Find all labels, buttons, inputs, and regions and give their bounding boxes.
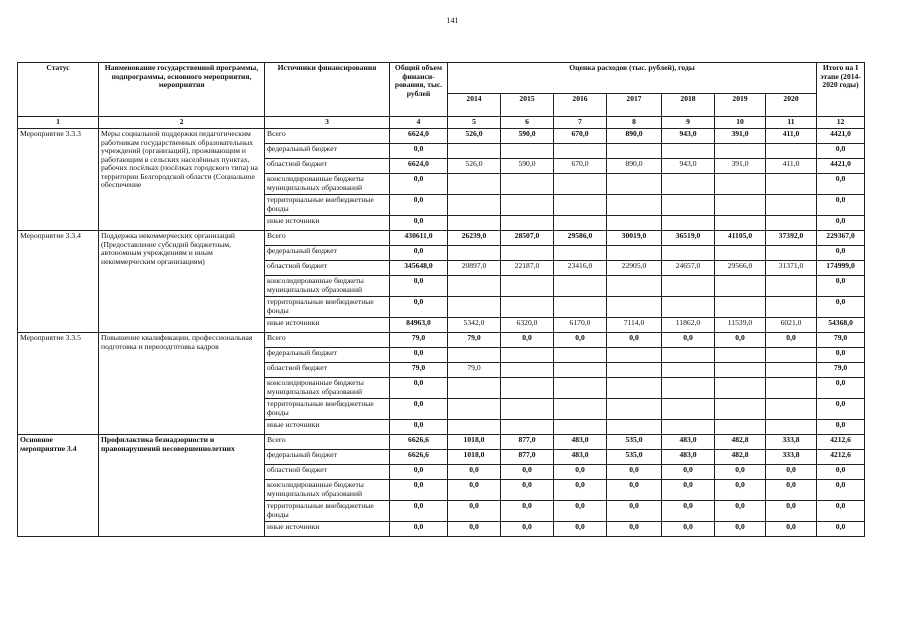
column-number: 5 (448, 117, 501, 129)
year-amount-cell: 6021,0 (766, 318, 817, 333)
year-amount-cell: 0,0 (448, 480, 501, 501)
year-amount-cell (607, 174, 662, 195)
header-year: 2016 (554, 94, 607, 117)
total-amount-cell: 0,0 (390, 174, 448, 195)
year-amount-cell (554, 363, 607, 378)
year-amount-cell: 535,0 (607, 435, 662, 450)
program-name-cell: Меры социальной поддержки педагогическим работникам государственных образовательных учреждений (организаций), проживающим и работающим в сельских населённых пунктах, рабочих посёлках (посёлках городского типа) на территории Белгородской области (Социальное обеспечение (99, 129, 265, 231)
total-amount-cell: 0,0 (390, 522, 448, 537)
year-amount-cell: 37392,0 (766, 231, 817, 246)
year-amount-cell: 20897,0 (448, 261, 501, 276)
year-amount-cell (715, 348, 766, 363)
header-year: 2019 (715, 94, 766, 117)
funding-source-cell: федеральный бюджет (265, 348, 390, 363)
year-amount-cell (662, 297, 715, 318)
total-amount-cell: 0,0 (390, 276, 448, 297)
status-cell: Мероприятие 3.3.5 (18, 333, 99, 435)
year-amount-cell (766, 363, 817, 378)
year-amount-cell (715, 174, 766, 195)
total-amount-cell: 0,0 (390, 465, 448, 480)
year-amount-cell (448, 378, 501, 399)
year-amount-cell: 29566,0 (715, 261, 766, 276)
year-amount-cell: 0,0 (662, 480, 715, 501)
year-amount-cell (501, 378, 554, 399)
year-amount-cell: 0,0 (715, 522, 766, 537)
year-amount-cell: 22905,0 (607, 261, 662, 276)
year-amount-cell (766, 399, 817, 420)
total-amount-cell: 6626,6 (390, 450, 448, 465)
status-cell: Основное мероприятие 3.4 (18, 435, 99, 537)
year-amount-cell: 1018,0 (448, 435, 501, 450)
year-amount-cell: 482,8 (715, 450, 766, 465)
total-amount-cell: 345648,0 (390, 261, 448, 276)
year-amount-cell: 877,0 (501, 435, 554, 450)
year-amount-cell (766, 348, 817, 363)
year-amount-cell (662, 399, 715, 420)
year-amount-cell (662, 195, 715, 216)
stage-total-cell: 0,0 (817, 348, 865, 363)
year-amount-cell (554, 174, 607, 195)
year-amount-cell (662, 363, 715, 378)
column-number: 4 (390, 117, 448, 129)
stage-total-cell: 0,0 (817, 195, 865, 216)
funding-source-cell: областной бюджет (265, 363, 390, 378)
year-amount-cell (607, 348, 662, 363)
total-amount-cell: 0,0 (390, 246, 448, 261)
year-amount-cell (766, 144, 817, 159)
year-amount-cell: 0,0 (766, 465, 817, 480)
year-amount-cell (607, 399, 662, 420)
column-number: 8 (607, 117, 662, 129)
stage-total-cell: 174999,0 (817, 261, 865, 276)
header-year: 2018 (662, 94, 715, 117)
stage-total-cell: 0,0 (817, 420, 865, 435)
year-amount-cell: 483,0 (662, 435, 715, 450)
year-amount-cell: 483,0 (662, 450, 715, 465)
stage-total-cell: 4212,6 (817, 435, 865, 450)
funding-source-cell: консолидированные бюджеты муниципальных образований (265, 276, 390, 297)
year-amount-cell: 28507,0 (501, 231, 554, 246)
year-amount-cell: 0,0 (554, 480, 607, 501)
funding-source-cell: областной бюджет (265, 261, 390, 276)
total-amount-cell: 0,0 (390, 297, 448, 318)
table-row (18, 231, 865, 246)
funding-source-cell: Всего (265, 435, 390, 450)
year-amount-cell: 483,0 (554, 435, 607, 450)
stage-total-cell: 229367,0 (817, 231, 865, 246)
year-amount-cell: 0,0 (715, 480, 766, 501)
year-amount-cell: 943,0 (662, 129, 715, 144)
year-amount-cell: 0,0 (607, 465, 662, 480)
year-amount-cell: 0,0 (448, 501, 501, 522)
year-amount-cell: 0,0 (766, 480, 817, 501)
funding-source-cell: территориальные внебюджетные фонды (265, 195, 390, 216)
year-amount-cell (554, 276, 607, 297)
total-amount-cell: 0,0 (390, 420, 448, 435)
year-amount-cell: 590,0 (501, 129, 554, 144)
year-amount-cell (662, 348, 715, 363)
year-amount-cell: 0,0 (662, 501, 715, 522)
stage-total-cell: 79,0 (817, 333, 865, 348)
year-amount-cell: 670,0 (554, 129, 607, 144)
year-amount-cell (766, 276, 817, 297)
year-amount-cell (501, 363, 554, 378)
financing-table (17, 62, 865, 537)
year-amount-cell (554, 378, 607, 399)
year-amount-cell (448, 399, 501, 420)
year-amount-cell (554, 420, 607, 435)
column-number: 10 (715, 117, 766, 129)
total-amount-cell: 6624,0 (390, 129, 448, 144)
year-amount-cell: 0,0 (766, 333, 817, 348)
year-amount-cell: 6170,0 (554, 318, 607, 333)
year-amount-cell: 526,0 (448, 159, 501, 174)
year-amount-cell: 11539,0 (715, 318, 766, 333)
header-name: Наименование государственной программы, подпрограммы, основного мероприятия, мероприятия (99, 63, 265, 117)
funding-source-cell: иные источники (265, 318, 390, 333)
year-amount-cell: 535,0 (607, 450, 662, 465)
column-number: 7 (554, 117, 607, 129)
funding-source-cell: федеральный бюджет (265, 144, 390, 159)
year-amount-cell (607, 297, 662, 318)
year-amount-cell: 391,0 (715, 159, 766, 174)
year-amount-cell (607, 378, 662, 399)
year-amount-cell (766, 216, 817, 231)
year-amount-cell (554, 297, 607, 318)
year-amount-cell (662, 276, 715, 297)
stage-total-cell: 0,0 (817, 501, 865, 522)
total-amount-cell: 6626,6 (390, 435, 448, 450)
year-amount-cell: 26239,0 (448, 231, 501, 246)
funding-source-cell: территориальные внебюджетные фонды (265, 501, 390, 522)
year-amount-cell: 24657,0 (662, 261, 715, 276)
funding-source-cell: консолидированные бюджеты муниципальных образований (265, 480, 390, 501)
year-amount-cell: 333,8 (766, 450, 817, 465)
header-estimate: Оценка расходов (тыс. рублей), годы (448, 63, 817, 94)
funding-source-cell: иные источники (265, 216, 390, 231)
year-amount-cell (448, 420, 501, 435)
year-amount-cell: 0,0 (501, 465, 554, 480)
year-amount-cell: 31371,0 (766, 261, 817, 276)
year-amount-cell (715, 399, 766, 420)
year-amount-cell: 0,0 (501, 333, 554, 348)
year-amount-cell (501, 174, 554, 195)
total-amount-cell: 6624,0 (390, 159, 448, 174)
year-amount-cell: 890,0 (607, 129, 662, 144)
table-row (18, 435, 865, 450)
stage-total-cell: 0,0 (817, 144, 865, 159)
total-amount-cell: 0,0 (390, 144, 448, 159)
year-amount-cell (662, 144, 715, 159)
year-amount-cell (501, 195, 554, 216)
funding-source-cell: областной бюджет (265, 159, 390, 174)
year-amount-cell: 333,8 (766, 435, 817, 450)
year-amount-cell: 6320,0 (501, 318, 554, 333)
funding-source-cell: территориальные внебюджетные фонды (265, 297, 390, 318)
year-amount-cell: 411,0 (766, 159, 817, 174)
year-amount-cell: 0,0 (766, 522, 817, 537)
year-amount-cell: 0,0 (715, 465, 766, 480)
year-amount-cell (501, 420, 554, 435)
year-amount-cell: 411,0 (766, 129, 817, 144)
total-amount-cell: 430611,0 (390, 231, 448, 246)
stage-total-cell: 0,0 (817, 246, 865, 261)
year-amount-cell (662, 216, 715, 231)
year-amount-cell: 0,0 (448, 465, 501, 480)
year-amount-cell (448, 276, 501, 297)
total-amount-cell: 0,0 (390, 399, 448, 420)
year-amount-cell: 7114,0 (607, 318, 662, 333)
program-name-cell: Поддержка некоммерческих организаций (Предоставление субсидий бюджетным, автономным учреждениям и иным некоммерческим организациям) (99, 231, 265, 333)
year-amount-cell (607, 144, 662, 159)
year-amount-cell (501, 246, 554, 261)
year-amount-cell (448, 144, 501, 159)
year-amount-cell: 0,0 (501, 522, 554, 537)
year-amount-cell (448, 246, 501, 261)
year-amount-cell (501, 144, 554, 159)
year-amount-cell: 943,0 (662, 159, 715, 174)
funding-source-cell: Всего (265, 129, 390, 144)
header-year: 2015 (501, 94, 554, 117)
funding-source-cell: консолидированные бюджеты муниципальных образований (265, 378, 390, 399)
funding-source-cell: федеральный бюджет (265, 246, 390, 261)
year-amount-cell (501, 216, 554, 231)
program-name-cell: Профилактика безнадзорности и правонарушений несовершеннолетних (99, 435, 265, 537)
table-row (18, 129, 865, 144)
year-amount-cell: 30019,0 (607, 231, 662, 246)
year-amount-cell: 0,0 (448, 522, 501, 537)
status-cell: Мероприятие 3.3.3 (18, 129, 99, 231)
status-cell: Мероприятие 3.3.4 (18, 231, 99, 333)
year-amount-cell: 890,0 (607, 159, 662, 174)
year-amount-cell: 0,0 (607, 501, 662, 522)
year-amount-cell (715, 420, 766, 435)
year-amount-cell: 0,0 (554, 522, 607, 537)
year-amount-cell: 670,0 (554, 159, 607, 174)
column-number: 6 (501, 117, 554, 129)
year-amount-cell (607, 276, 662, 297)
total-amount-cell: 0,0 (390, 501, 448, 522)
year-amount-cell (448, 348, 501, 363)
year-amount-cell (501, 399, 554, 420)
year-amount-cell (715, 297, 766, 318)
year-amount-cell (554, 246, 607, 261)
year-amount-cell: 79,0 (448, 333, 501, 348)
year-amount-cell: 526,0 (448, 129, 501, 144)
year-amount-cell (448, 174, 501, 195)
year-amount-cell: 0,0 (662, 333, 715, 348)
year-amount-cell: 36519,0 (662, 231, 715, 246)
year-amount-cell: 0,0 (607, 333, 662, 348)
header-year: 2020 (766, 94, 817, 117)
year-amount-cell: 0,0 (501, 501, 554, 522)
header-year: 2014 (448, 94, 501, 117)
stage-total-cell: 4212,6 (817, 450, 865, 465)
column-number: 11 (766, 117, 817, 129)
year-amount-cell: 0,0 (715, 333, 766, 348)
year-amount-cell (607, 246, 662, 261)
year-amount-cell (662, 246, 715, 261)
stage-total-cell: 0,0 (817, 480, 865, 501)
year-amount-cell (554, 348, 607, 363)
stage-total-cell: 79,0 (817, 363, 865, 378)
year-amount-cell (501, 276, 554, 297)
year-amount-cell (766, 420, 817, 435)
year-amount-cell: 0,0 (662, 465, 715, 480)
year-amount-cell (715, 216, 766, 231)
year-amount-cell (501, 297, 554, 318)
funding-source-cell: территориальные внебюджетные фонды (265, 399, 390, 420)
year-amount-cell: 5342,0 (448, 318, 501, 333)
year-amount-cell (607, 195, 662, 216)
year-amount-cell (662, 174, 715, 195)
funding-source-cell: консолидированные бюджеты муниципальных образований (265, 174, 390, 195)
program-name-cell: Повышение квалификации, профессиональная подготовка и переподготовка кадров (99, 333, 265, 435)
year-amount-cell: 0,0 (501, 480, 554, 501)
year-amount-cell (766, 195, 817, 216)
stage-total-cell: 0,0 (817, 465, 865, 480)
year-amount-cell (554, 195, 607, 216)
total-amount-cell: 79,0 (390, 333, 448, 348)
year-amount-cell (766, 174, 817, 195)
year-amount-cell (766, 246, 817, 261)
year-amount-cell: 0,0 (554, 501, 607, 522)
year-amount-cell: 391,0 (715, 129, 766, 144)
header-stage-total: Итого на I этапе (2014-2020 годы) (817, 63, 865, 117)
year-amount-cell (715, 144, 766, 159)
column-number: 2 (99, 117, 265, 129)
year-amount-cell: 23416,0 (554, 261, 607, 276)
header-sources: Источники финансирования (265, 63, 390, 117)
year-amount-cell: 877,0 (501, 450, 554, 465)
stage-total-cell: 4421,0 (817, 129, 865, 144)
column-number: 12 (817, 117, 865, 129)
column-number: 9 (662, 117, 715, 129)
year-amount-cell (607, 420, 662, 435)
header-year: 2017 (607, 94, 662, 117)
stage-total-cell: 0,0 (817, 522, 865, 537)
year-amount-cell (448, 216, 501, 231)
year-amount-cell: 0,0 (554, 465, 607, 480)
total-amount-cell: 0,0 (390, 348, 448, 363)
year-amount-cell: 590,0 (501, 159, 554, 174)
column-number: 3 (265, 117, 390, 129)
year-amount-cell: 482,8 (715, 435, 766, 450)
year-amount-cell (607, 216, 662, 231)
total-amount-cell: 0,0 (390, 480, 448, 501)
year-amount-cell (715, 378, 766, 399)
page-number: 141 (446, 16, 459, 25)
year-amount-cell (448, 297, 501, 318)
year-amount-cell: 79,0 (448, 363, 501, 378)
year-amount-cell (607, 363, 662, 378)
stage-total-cell: 0,0 (817, 276, 865, 297)
year-amount-cell (662, 378, 715, 399)
year-amount-cell: 0,0 (607, 480, 662, 501)
stage-total-cell: 54368,0 (817, 318, 865, 333)
year-amount-cell (501, 348, 554, 363)
total-amount-cell: 0,0 (390, 195, 448, 216)
year-amount-cell (766, 297, 817, 318)
year-amount-cell (715, 246, 766, 261)
stage-total-cell: 0,0 (817, 174, 865, 195)
total-amount-cell: 0,0 (390, 216, 448, 231)
year-amount-cell: 0,0 (662, 522, 715, 537)
header-total: Общий объем финанси-рования, тыс. рублей (390, 63, 448, 117)
funding-source-cell: федеральный бюджет (265, 450, 390, 465)
year-amount-cell (715, 276, 766, 297)
total-amount-cell: 0,0 (390, 378, 448, 399)
year-amount-cell: 0,0 (715, 501, 766, 522)
year-amount-cell (715, 195, 766, 216)
total-amount-cell: 79,0 (390, 363, 448, 378)
year-amount-cell: 0,0 (554, 333, 607, 348)
year-amount-cell: 483,0 (554, 450, 607, 465)
year-amount-cell: 0,0 (766, 501, 817, 522)
year-amount-cell (554, 144, 607, 159)
funding-source-cell: Всего (265, 333, 390, 348)
year-amount-cell (554, 399, 607, 420)
stage-total-cell: 0,0 (817, 399, 865, 420)
year-amount-cell (554, 216, 607, 231)
header-status: Статус (18, 63, 99, 117)
stage-total-cell: 0,0 (817, 297, 865, 318)
funding-source-cell: иные источники (265, 522, 390, 537)
year-amount-cell: 41105,0 (715, 231, 766, 246)
year-amount-cell: 29586,0 (554, 231, 607, 246)
table-row (18, 333, 865, 348)
year-amount-cell (766, 378, 817, 399)
funding-source-cell: Всего (265, 231, 390, 246)
year-amount-cell (662, 420, 715, 435)
year-amount-cell: 11862,0 (662, 318, 715, 333)
year-amount-cell (448, 195, 501, 216)
year-amount-cell (715, 363, 766, 378)
funding-source-cell: иные источники (265, 420, 390, 435)
stage-total-cell: 4421,0 (817, 159, 865, 174)
funding-source-cell: областной бюджет (265, 465, 390, 480)
total-amount-cell: 84963,0 (390, 318, 448, 333)
stage-total-cell: 0,0 (817, 378, 865, 399)
column-number: 1 (18, 117, 99, 129)
year-amount-cell: 0,0 (607, 522, 662, 537)
stage-total-cell: 0,0 (817, 216, 865, 231)
year-amount-cell: 1018,0 (448, 450, 501, 465)
year-amount-cell: 22187,0 (501, 261, 554, 276)
